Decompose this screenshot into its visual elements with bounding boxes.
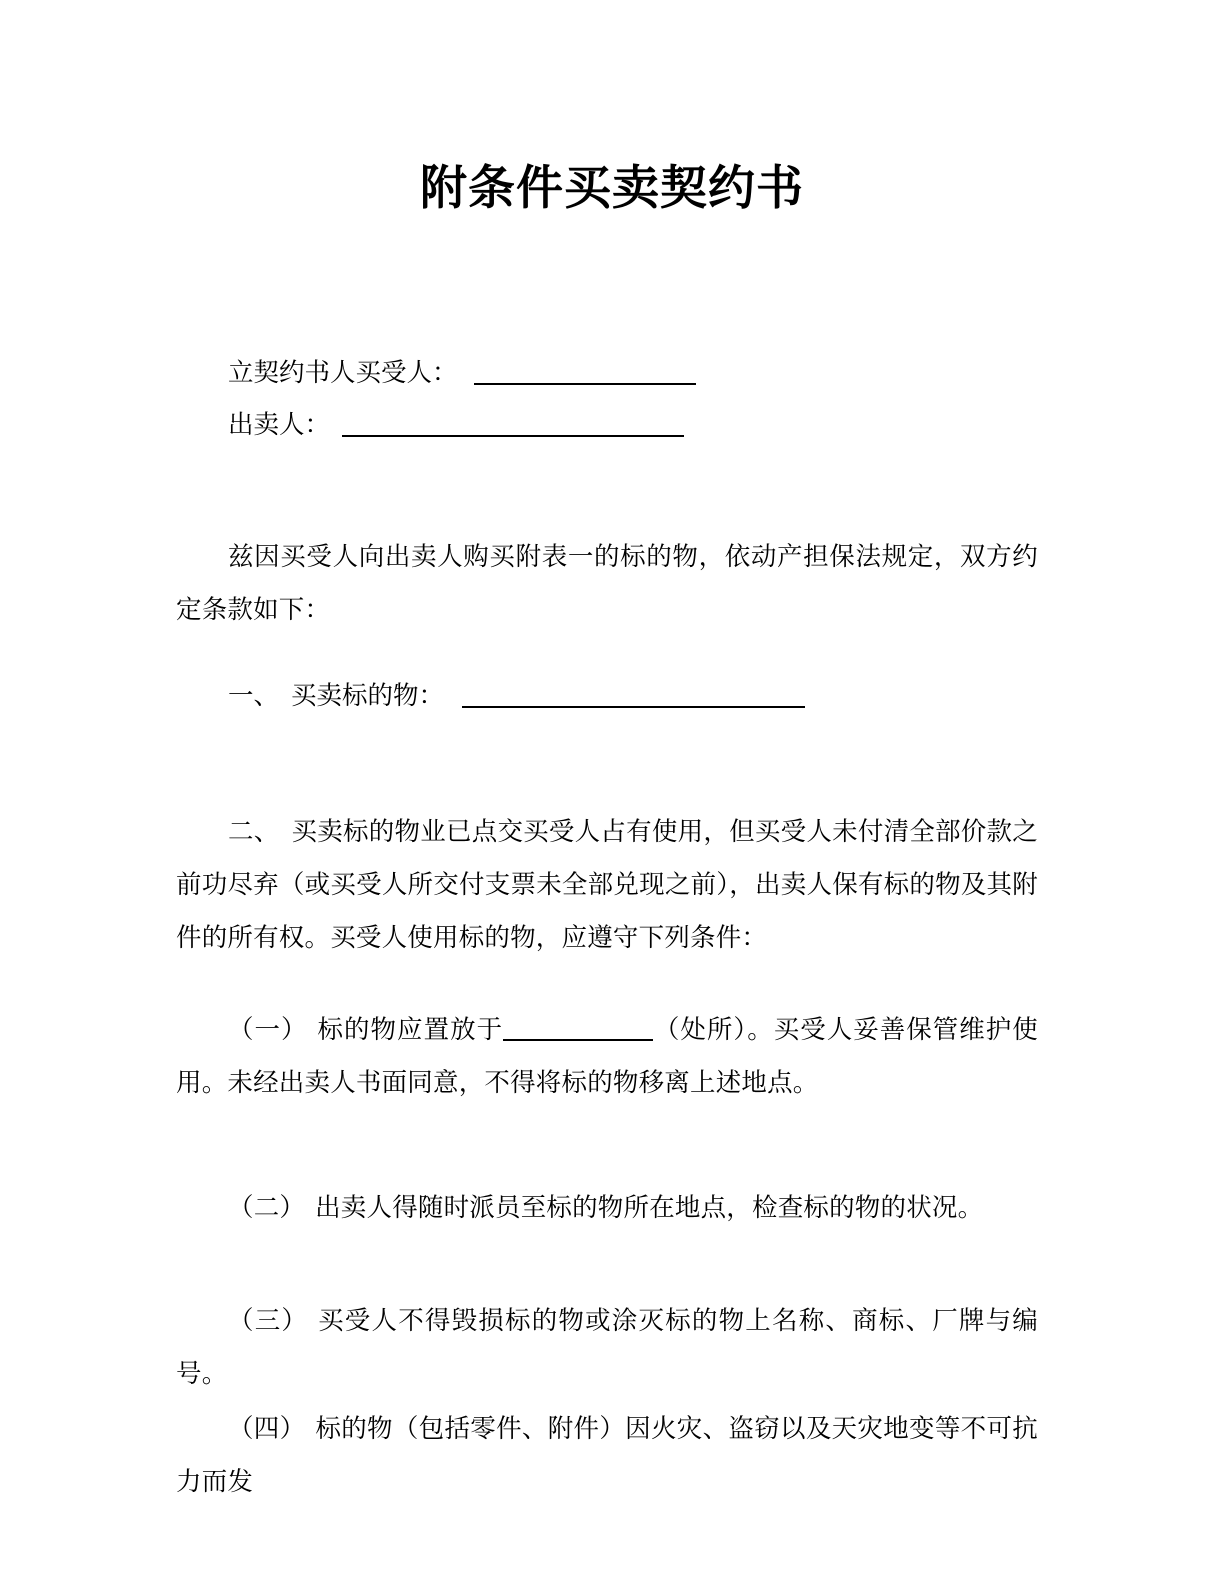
- subclause-4-label: （四）: [228, 1413, 306, 1444]
- clause-1-number: 一、: [228, 681, 280, 711]
- clause-1-label: 买卖标的物：: [291, 681, 445, 711]
- subclause-3-text: 买受人不得毁损标的物或涂灭标的物上名称、商标、厂牌与编号。: [176, 1305, 1038, 1389]
- clause-item-1: [228, 676, 805, 716]
- clause-2-text: 买卖标的物业已点交买受人占有使用，但买受人未付清全部价款之前功尽弃（或买受人所交付支票未全部兑现之前），出卖人保有标的物及其附件的所有权。买受人使用标的物，应遵守下列条件：: [176, 816, 1038, 953]
- subclause-1-text-before: 标的物应置放于: [317, 1014, 504, 1045]
- subclause-1-blank[interactable]: [503, 1039, 653, 1041]
- party-line-buyer: [228, 353, 696, 393]
- party-line-seller: [228, 405, 684, 445]
- subclause-item-4: [176, 1403, 1038, 1509]
- clause-1-blank[interactable]: [462, 706, 805, 708]
- preamble-paragraph: 兹因买受人向出卖人购买附表一的标的物，依动产担保法规定，双方约定条款如下：: [176, 541, 1038, 625]
- party-label-buyer: 立契约书人买受人：: [228, 358, 458, 388]
- subclause-item-2: [176, 1182, 1038, 1235]
- subclause-4-text: 标的物（包括零件、附件）因火灾、盗窃以及天灾地变等不可抗力而发: [176, 1413, 1038, 1497]
- clause-item-2: [176, 806, 1038, 965]
- subclause-1-text-after: （处所）。买受人妥善保管维护使用。未经出卖人书面同意，不得将标的物移离上述地点。: [176, 1014, 1038, 1098]
- party-blank-buyer[interactable]: [474, 383, 696, 385]
- subclause-2-text: 出卖人得随时派员至标的物所在地点，检查标的物的状况。: [315, 1192, 984, 1223]
- subclause-item-3: [176, 1295, 1038, 1401]
- subclause-3-label: （三）: [228, 1305, 309, 1336]
- page-title: 附条件买卖契约书: [420, 161, 804, 217]
- subclause-item-1: [176, 1004, 1038, 1110]
- party-label-seller: 出卖人：: [228, 410, 331, 440]
- clause-2-number: 二、: [228, 816, 280, 847]
- party-blank-seller[interactable]: [342, 435, 684, 437]
- subclause-2-label: （二）: [228, 1192, 306, 1223]
- subclause-1-label: （一）: [228, 1014, 308, 1045]
